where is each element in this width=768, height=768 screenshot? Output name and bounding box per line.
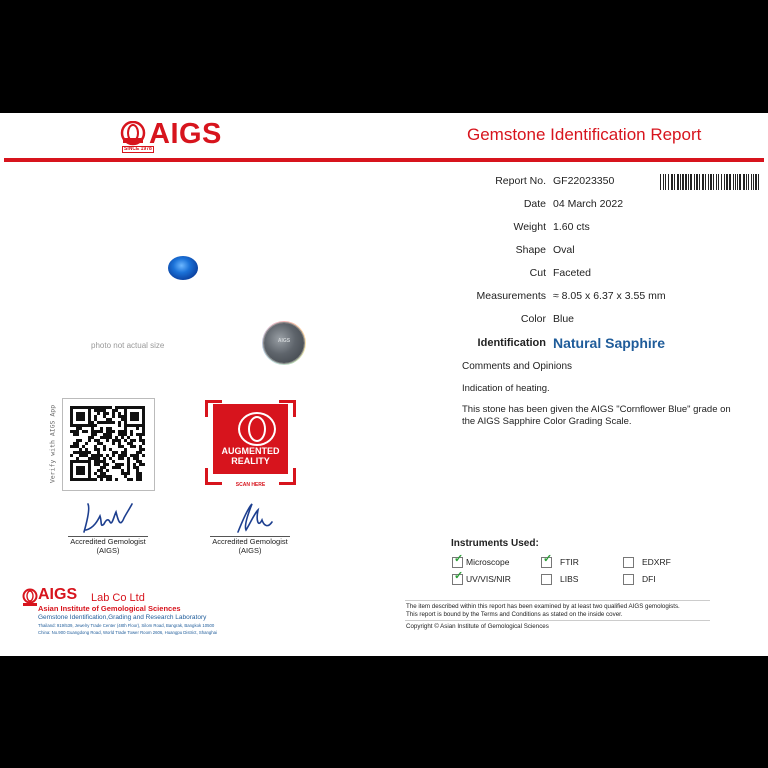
qr-module (112, 415, 115, 418)
qr-module (76, 433, 79, 436)
qr-module (142, 448, 145, 451)
barcode-bar (753, 174, 754, 190)
barcode-bar (708, 174, 709, 190)
field-label-date: Date (523, 198, 546, 210)
qr-module (85, 442, 88, 445)
qr-module (88, 439, 91, 442)
barcode-bar (748, 174, 749, 190)
ar-label: AUGMENTED REALITY (221, 446, 280, 466)
qr-module (136, 418, 139, 421)
qr-module (121, 463, 124, 466)
instrument-libs: LIBS (560, 574, 579, 584)
barcode-bar (702, 174, 704, 190)
barcode-bar (680, 174, 681, 190)
qr-module (94, 478, 97, 481)
photo-note: photo not actual size (91, 341, 165, 350)
field-label-shape: Shape (515, 244, 546, 256)
field-value-shape: Oval (553, 244, 575, 256)
instrument-uvvisnir: UV/VIS/NIR (466, 574, 511, 584)
qr-module (100, 478, 103, 481)
barcode-bar (674, 174, 675, 190)
signature-caption-1: Accredited Gemologist (AIGS) (70, 537, 146, 555)
comment-grade-line-1: This stone has been given the AIGS "Cornflower Blue" grade on (462, 404, 731, 415)
barcode-bar (705, 174, 706, 190)
gemstone-photo (168, 256, 198, 280)
lab-address-thailand: Thailand: 919/539, Jewelry Trade Center (48th Floor), Silom Road, Bangrak, Bangkok 10500 (38, 623, 215, 628)
instrument-dfi: DFI (642, 574, 656, 584)
verify-app-text: Verify with AIGS App (48, 404, 57, 484)
barcode-bar (718, 174, 719, 190)
barcode-bar (746, 174, 747, 190)
instrument-microscope: Microscope (466, 557, 510, 567)
barcode-bar (696, 174, 698, 190)
barcode-bar (690, 174, 692, 190)
qr-module (130, 433, 133, 436)
field-label-cut: Cut (529, 267, 546, 279)
qr-module (103, 448, 106, 451)
qr-module (79, 439, 82, 442)
signature-caption-2: Accredited Gemologist (AIGS) (212, 537, 288, 555)
barcode-bar (663, 174, 664, 190)
barcode-bar (699, 174, 700, 190)
field-value-weight: 1.60 cts (553, 221, 590, 233)
check-icon: ✓ (454, 553, 464, 565)
qr-module (115, 478, 118, 481)
checkbox-dfi (623, 574, 634, 585)
header-divider (4, 158, 764, 162)
qr-module (82, 472, 85, 475)
comment-grade-line-2: the AIGS Sapphire Color Grading Scale. (462, 416, 632, 427)
qr-module (139, 478, 142, 481)
barcode-bar (671, 174, 673, 190)
qr-module (109, 478, 112, 481)
hologram-text: AIGS (277, 338, 291, 344)
qr-module (142, 454, 145, 457)
qr-module (106, 463, 109, 466)
barcode-bar (713, 174, 714, 190)
qr-module (85, 430, 88, 433)
lab-name: Asian Institute of Gemological Sciences (38, 604, 181, 613)
barcode-bar (724, 174, 725, 190)
qr-module (142, 442, 145, 445)
signature-1 (78, 498, 138, 538)
barcode-bar (716, 174, 717, 190)
footer-note-2: This report is bound by the Terms and Conditions as stated on the inside cover. (406, 611, 623, 618)
barcode-bar (737, 174, 738, 190)
checkbox-libs (541, 574, 552, 585)
field-value-report-no: GF22023350 (553, 175, 615, 187)
field-value-color: Blue (553, 313, 575, 325)
instrument-edxrf: EDXRF (642, 557, 671, 567)
barcode-bar (682, 174, 684, 190)
qr-module (133, 445, 136, 448)
instrument-ftir: FTIR (560, 557, 579, 567)
report-page (0, 113, 768, 656)
footer-divider-bottom (405, 620, 710, 621)
check-icon: ✓ (454, 570, 464, 582)
lab-emblem-icon (22, 588, 38, 608)
comments-heading: Comments and Opinions (462, 361, 573, 372)
qr-module (121, 457, 124, 460)
barcode-bar (688, 174, 689, 190)
barcode-bar (677, 174, 679, 190)
barcode-bar (755, 174, 757, 190)
qr-module (142, 463, 145, 466)
aigs-emblem-icon (120, 121, 146, 147)
barcode-bar (751, 174, 752, 190)
checkbox-ftir (541, 553, 553, 568)
barcode-bar (665, 174, 666, 190)
lab-address-china: China: No.900 Guangdong Road, World Trade Tower Room 2606, Huangpu District, Shanghai (38, 630, 217, 635)
barcode-bar (721, 174, 722, 190)
barcode-bar (660, 174, 661, 190)
field-label-measurements: Measurements (476, 290, 546, 302)
field-label-color: Color (520, 313, 546, 325)
augmented-reality-badge[interactable] (205, 400, 296, 491)
qr-module (106, 412, 109, 415)
barcode-bar (710, 174, 712, 190)
field-label-weight: Weight (513, 221, 546, 233)
lab-description: Gemstone Identification,Grading and Research Laboratory (38, 614, 207, 621)
qr-module (112, 442, 115, 445)
field-value-cut: Faceted (553, 267, 591, 279)
qr-module (142, 433, 145, 436)
lab-brand: AIGS (38, 586, 78, 603)
qr-module (118, 424, 121, 427)
qr-module (112, 454, 115, 457)
checkbox-uvvisnir (452, 570, 464, 585)
barcode-bar (739, 174, 741, 190)
barcode-bar (758, 174, 759, 190)
qr-module (136, 427, 139, 430)
qr-module (133, 439, 136, 442)
comment-heating: Indication of heating. (462, 383, 550, 394)
ar-scan-label: SCAN HERE (235, 482, 266, 488)
barcode-bar (735, 174, 736, 190)
barcode (660, 174, 762, 190)
barcode-bar (685, 174, 687, 190)
identification-value: Natural Sapphire (553, 335, 666, 351)
check-icon: ✓ (543, 553, 553, 565)
footer-divider-top (405, 600, 710, 601)
barcode-bar (726, 174, 728, 190)
qr-module (82, 418, 85, 421)
barcode-bar (694, 174, 695, 190)
qr-module (127, 472, 130, 475)
checkbox-edxrf (623, 557, 634, 568)
field-label-report-no: Report No. (495, 175, 546, 187)
qr-module (130, 478, 133, 481)
identification-label: Identification (477, 337, 546, 349)
verify-app-note (47, 398, 57, 493)
aigs-logo (120, 118, 244, 154)
qr-module (106, 469, 109, 472)
footer-copyright: Copyright © Asian Institute of Gemological Sciences (406, 623, 549, 630)
barcode-bar (729, 174, 731, 190)
footer-note-1: The item described within this report has been examined by at least two qualified AIGS gemologists. (406, 603, 680, 610)
instruments-heading: Instruments Used: (451, 538, 539, 549)
field-value-measurements: ≈ 8.05 x 6.37 x 3.55 mm (553, 290, 666, 302)
barcode-bar (743, 174, 745, 190)
signature-2 (228, 498, 278, 538)
brand-wordmark: AIGS (149, 118, 222, 150)
barcode-bar (668, 174, 669, 190)
field-value-date: 04 March 2022 (553, 198, 624, 210)
hologram-seal (264, 323, 304, 363)
qr-module (94, 433, 97, 436)
checkbox-microscope (452, 553, 464, 568)
lab-suffix: Lab Co Ltd (91, 592, 145, 604)
qr-module (70, 454, 73, 457)
qr-module (97, 412, 100, 415)
qr-module (94, 424, 97, 427)
barcode-bar (733, 174, 734, 190)
qr-module (106, 439, 109, 442)
qr-module (112, 421, 115, 424)
since-badge: SINCE 1978 (124, 146, 152, 152)
page-title: Gemstone Identification Report (467, 125, 702, 144)
qr-module (112, 430, 115, 433)
qr-code[interactable] (70, 406, 145, 481)
